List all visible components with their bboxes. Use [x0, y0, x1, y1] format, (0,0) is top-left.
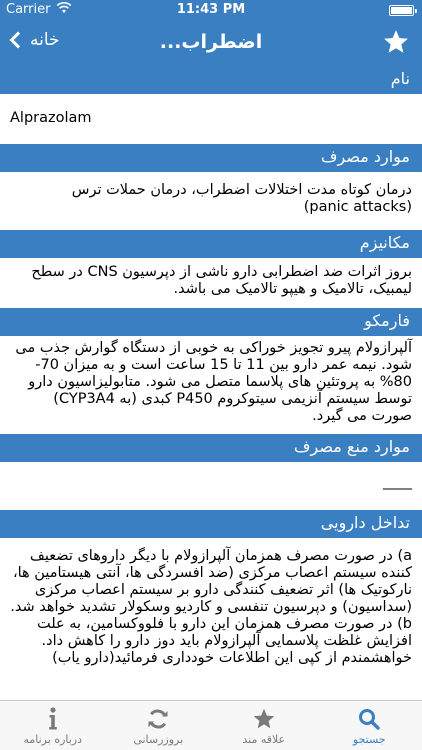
section-header-interactions: تداخل دارویی: [0, 510, 422, 538]
section-header-contraindications: موارد منع مصرف: [0, 434, 422, 462]
refresh-icon: [146, 706, 170, 732]
drug-name: Alprazolam: [10, 110, 92, 126]
tab-bar: [0, 700, 422, 750]
section-header-uses: موارد مصرف: [0, 144, 422, 172]
section-body-interactions: a) در صورت مصرف همزمان آلپرازولام با دیگر داروهای تضعیف کننده سیستم اعصاب مرکزی (ضد افسردگی ها، آنتی هیستامین ها، نارکوتیک ها) اثر تضعیف کنندگی دارو بر سیستم اعصاب مرکزی (سداسیون) و دپرسیون تنفسی و کاردیو وسکولار تشدید خواهد شد. b) در صورت مصرف همزمان این دارو با فلووکسامین، به علت افزایش غلظت پلاسمایی آلپرازولام باید دوز دارو را کاهش داد. خواهشمندم از کپی این اطلاعات خودداری فرمائید(دارو یاب): [10, 548, 412, 666]
uses-line-2: (panic attacks): [303, 199, 412, 215]
chevron-left-icon: [10, 32, 27, 49]
tab-about-label: درباره برنامه: [23, 733, 83, 746]
favorite-star-icon[interactable]: [382, 28, 410, 61]
section-body-uses: [0, 172, 422, 230]
tab-update-label: بروزرسانی: [133, 733, 184, 746]
section-header-mechanism: مکانیزم: [0, 230, 422, 258]
search-icon: [357, 706, 381, 732]
tab-update[interactable]: [106, 701, 212, 750]
tab-search-label: جستجو: [352, 733, 386, 746]
page-title: اضطراب...: [159, 31, 263, 53]
section-header-pharmacology: فارمکو: [0, 308, 422, 336]
drug-details[interactable]: [0, 66, 422, 700]
status-bar: [0, 0, 422, 20]
section-body-mechanism: بروز اثرات ضد اضطرابی دارو ناشی از دپرسیون CNS در سطح لیمبیک، تالامیک و هیپو تالامیک می باشد.: [31, 264, 412, 297]
back-button-label: خانه: [30, 30, 60, 50]
tab-favorites-label: علاقه مند: [242, 733, 286, 746]
section-header-name: نام: [0, 66, 422, 94]
info-icon: [48, 706, 58, 732]
section-body-pharmacology: آلپرازولام پیرو تجویز خوراکی به خوبی از دستگاه گوارش جذب می شود. نیمه عمر دارو بین 11 تا 15 ساعت است و به میزان 70-80% به پروتئین های پلاسما متصل می شود. متابولیزاسیون دارو توسط سیستم آنزیمی سیتوکروم P450 کبدی (به CYP3A4) صورت می گیرد.: [15, 340, 412, 424]
tab-search[interactable]: [317, 701, 422, 750]
tab-favorites[interactable]: [211, 701, 317, 750]
section-body-contraindications: ____: [383, 474, 412, 490]
battery-icon: [389, 5, 414, 16]
uses-line-1: درمان کوتاه مدت اختلالات اضطراب، درمان حملات ترس: [71, 182, 412, 198]
tab-about[interactable]: [0, 701, 106, 750]
clock: 11:43 PM: [176, 2, 246, 17]
back-button[interactable]: [8, 30, 60, 50]
carrier-label: Carrier: [6, 2, 51, 17]
star-icon: [252, 706, 276, 732]
navigation-bar: [0, 20, 422, 66]
